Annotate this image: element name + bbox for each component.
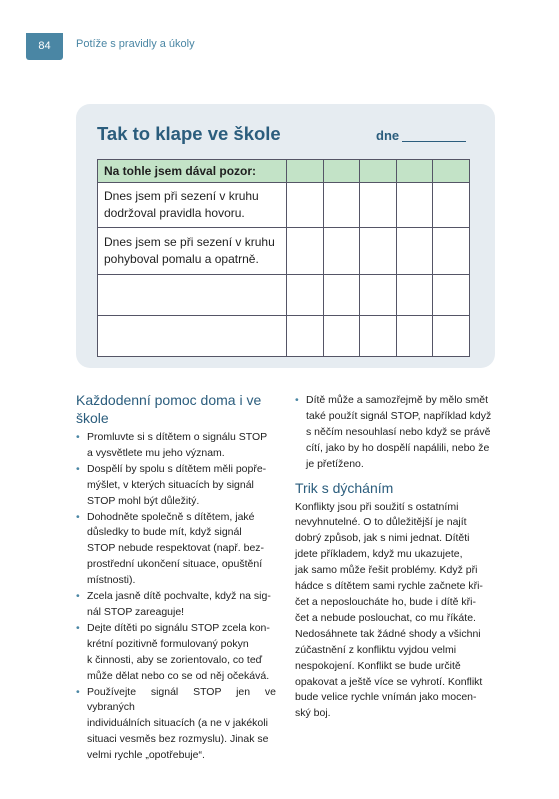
- table-cell: [287, 275, 324, 316]
- table-cell: [360, 228, 397, 275]
- table-cell: [396, 160, 433, 183]
- table-row: [98, 275, 470, 316]
- text-line: mýšlet, v kterých situacích by signál: [87, 478, 254, 491]
- table-cell: [287, 160, 324, 183]
- text-line: nál STOP zareaguje!: [87, 605, 185, 618]
- table-cell: [360, 275, 397, 316]
- list-item: [76, 510, 276, 590]
- table-cell: [360, 316, 397, 357]
- text-line: individuálních situacích (a ne v jakékoli: [87, 717, 268, 730]
- tracking-table: [97, 159, 470, 357]
- text-line: nevyhnutelné. O to důležitější je najít: [295, 516, 467, 529]
- text-line: ský boj.: [295, 707, 331, 720]
- section-heading-daily-help: Každodenní pomoc doma i ve škole: [76, 392, 262, 426]
- text-line: situaci vesměs bez rozmyslu). Jinak se: [87, 733, 269, 746]
- text-line: dobrý způsob, jak s nimi jednat. Dítěti: [295, 532, 470, 545]
- text-line: Používejte signál STOP jen ve vybraných: [87, 685, 276, 714]
- table-row: [98, 183, 470, 228]
- worksheet-title: Tak to klape ve škole: [97, 123, 281, 144]
- table-cell: [287, 316, 324, 357]
- text-line: Promluvte si s dítětem o signálu STOP: [87, 431, 268, 443]
- table-cell: [323, 275, 360, 316]
- table-row-label: [98, 228, 287, 275]
- table-cell: [396, 183, 433, 228]
- body-paragraph: [295, 500, 496, 723]
- text-line: cítí, jako by ho dospělí napálili, nebo že: [306, 441, 490, 454]
- text-line: a vysvětlete mu jeho význam.: [87, 446, 225, 459]
- text-line: čet a nebude poslouchat, co mu říkáte.: [295, 611, 476, 624]
- date-label: dne: [376, 128, 400, 143]
- table-cell: [323, 183, 360, 228]
- table-cell: [433, 275, 470, 316]
- text-line: také použít signál STOP, například když: [306, 409, 492, 422]
- table-cell: [360, 183, 397, 228]
- text-line: opakovat a ještě více se vyhrotí. Konflikt: [295, 675, 483, 688]
- text-line: jdete příkladem, když mu ukazujete,: [295, 548, 463, 561]
- text-line: Dejte dítěti po signálu STOP zcela kon-: [87, 621, 270, 634]
- text-line: dodržoval pravidla hovoru.: [104, 206, 245, 220]
- section-heading-breathing-trick: Trik s dýcháním: [295, 479, 394, 496]
- tips-list: [76, 430, 276, 764]
- list-item: [76, 430, 276, 462]
- table-cell: [433, 160, 470, 183]
- text-line: Dítě může a samozřejmě by mělo smět: [306, 394, 489, 406]
- table-cell: [287, 228, 324, 275]
- date-line: [402, 141, 466, 142]
- text-line: hádce s dítětem sami rychle začnete kři-: [295, 580, 483, 593]
- text-line: s něčím nesouhlasí nebo když se právě: [306, 425, 491, 438]
- table-cell: [323, 316, 360, 357]
- table-cell: [323, 160, 360, 183]
- text-line: Dospělí by spolu s dítětem měli popře-: [87, 462, 267, 475]
- text-line: důsledky to bude mít, když signál: [87, 526, 242, 539]
- text-line: bude velice rychle vnímán jako mocen-: [295, 691, 477, 704]
- text-line: STOP nebude respektovat (např. bez-: [87, 542, 265, 555]
- text-line: STOP mohl být důležitý.: [87, 494, 200, 507]
- text-line: Dnes jsem při sezení v kruhu: [104, 189, 259, 203]
- stop-signal-note: [295, 393, 496, 473]
- table-cell: [433, 228, 470, 275]
- text-line: Dnes jsem se při sezení v kruhu: [104, 235, 275, 249]
- list-item: [76, 685, 276, 765]
- table-header-row: [98, 160, 470, 183]
- table-row-label: [98, 316, 287, 357]
- table-cell: [396, 275, 433, 316]
- text-line: zúčastnění z konfliktu vyjdou velmi: [295, 643, 457, 656]
- text-line: jak samo může řešit problémy. Když při: [295, 564, 478, 577]
- text-line: velmi rychle „opotřebuje“.: [87, 749, 205, 762]
- text-line: k činnosti, aby se zorientovalo, co teď: [87, 653, 263, 666]
- table-cell: [323, 228, 360, 275]
- text-line: krétní pozitivně formulovaný pokyn: [87, 637, 249, 650]
- table-cell: [360, 160, 397, 183]
- table-row-label: [98, 275, 287, 316]
- list-item: [76, 462, 276, 510]
- text-line: Zcela jasně dítě pochvalte, když na sig-: [87, 590, 271, 603]
- list-item: [295, 393, 496, 473]
- table-row: [98, 228, 470, 275]
- table-cell: [433, 316, 470, 357]
- table-cell: [433, 183, 470, 228]
- text-line: nespokojení. Konflikt se bude určitě: [295, 659, 461, 672]
- right-column: [295, 393, 496, 722]
- text-line: je přetíženo.: [306, 457, 364, 470]
- page-number: 84: [26, 33, 63, 60]
- table-row-label: [98, 183, 287, 228]
- table-cell: [396, 316, 433, 357]
- text-line: místnosti).: [87, 574, 136, 587]
- text-line: prostřední ukončení situace, opuštění: [87, 558, 263, 571]
- running-title: Potíže s pravidly a úkoly: [76, 38, 195, 50]
- text-line: Konflikty jsou při soužití s ostatními: [295, 500, 459, 513]
- table-cell: [287, 183, 324, 228]
- list-item: [76, 621, 276, 685]
- text-line: pohyboval pomalu a opatrně.: [104, 252, 259, 266]
- left-column: [76, 391, 276, 764]
- table-row: [98, 316, 470, 357]
- table-cell: [396, 228, 433, 275]
- text-line: Dohodněte společně s dítětem, jaké: [87, 510, 255, 523]
- text-line: může dělat nebo co se od něj očekává.: [87, 669, 270, 682]
- text-line: Nedosáhnete tak žádné shody a všichni: [295, 627, 481, 640]
- list-item: [76, 589, 276, 621]
- text-line: čet a neposloucháte ho, bude i dítě kři-: [295, 595, 476, 608]
- table-header: Na tohle jsem dával pozor:: [98, 160, 287, 183]
